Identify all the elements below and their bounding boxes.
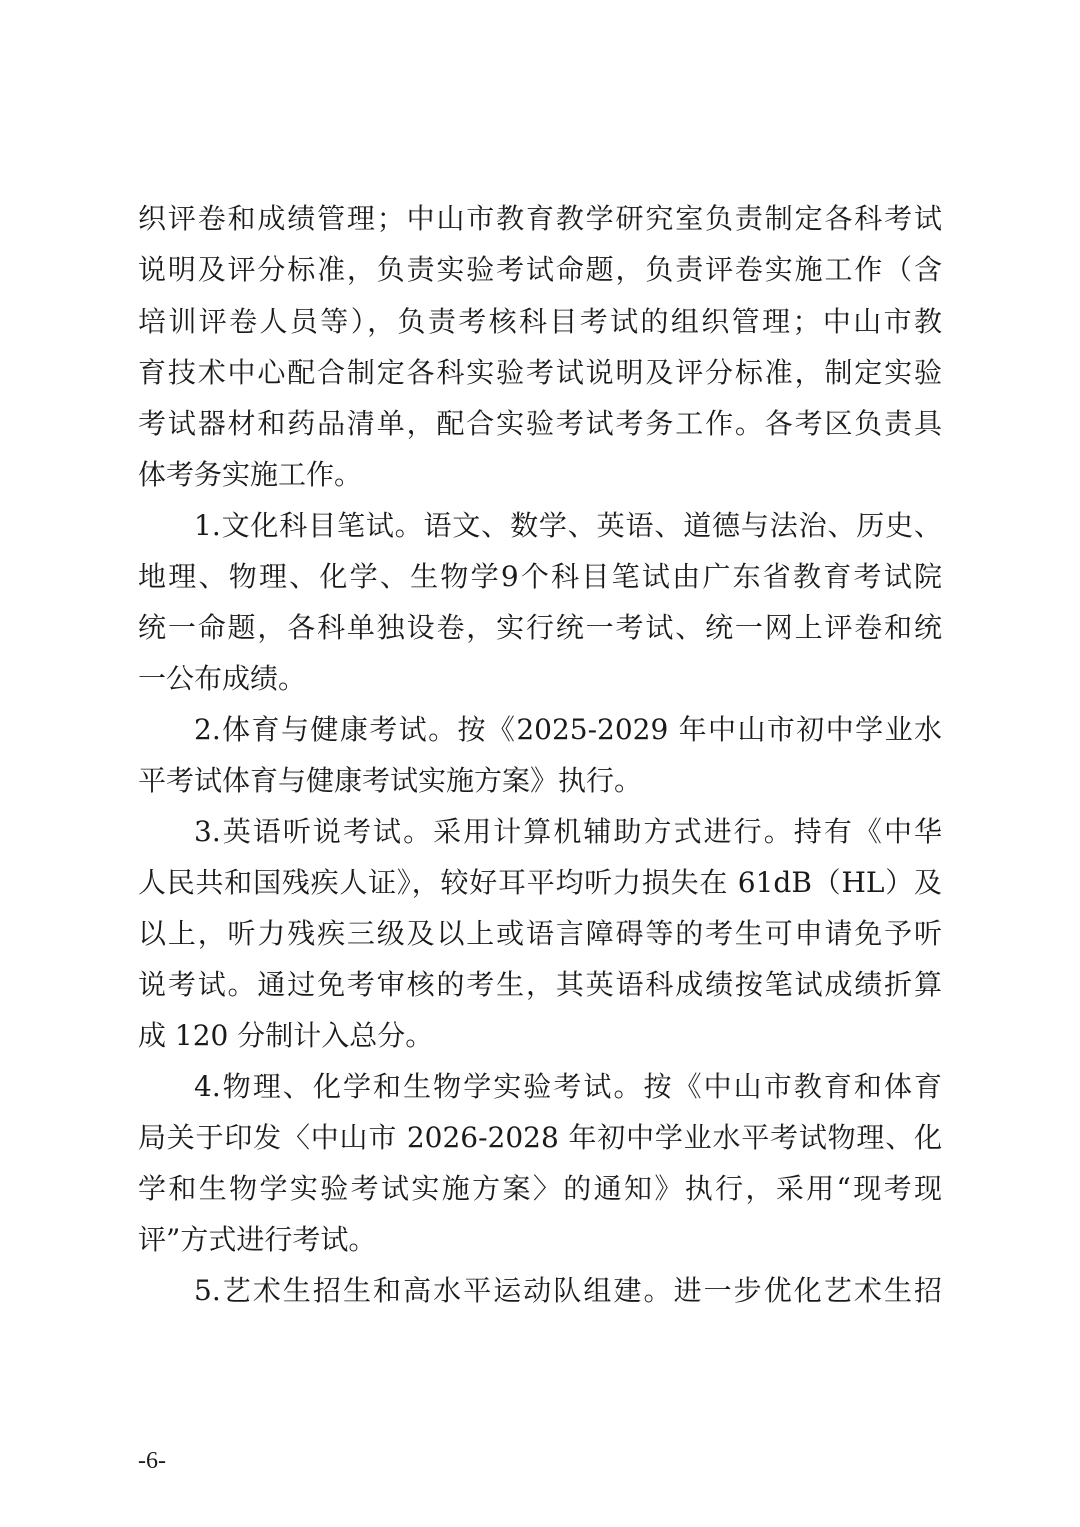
paragraph-4-first-line: 4.物理、化学和生物学实验考试。按《中山市教育和体育	[194, 1070, 942, 1103]
text-line: 平考试体育与健康考试实施方案》执行。	[138, 764, 643, 797]
text-line: 成 120 分制计入总分。	[138, 1019, 434, 1052]
text-line: 育技术中心配合制定各科实验考试说明及评分标准，制定实验	[138, 356, 942, 389]
paragraph-1-first-line: 1.文化科目笔试。语文、数学、英语、道德与法治、历史、	[194, 509, 942, 542]
text-line: 一公布成绩。	[138, 662, 307, 695]
page-number: -6-	[138, 1448, 166, 1474]
text-line: 学和生物学实验考试实施方案〉的通知》执行，采用“现考现	[138, 1172, 942, 1205]
paragraph-5-first-line: 5.艺术生招生和高水平运动队组建。进一步优化艺术生招	[194, 1274, 942, 1307]
text-line: 局关于印发〈中山市 2026-2028 年初中学业水平考试物理、化	[138, 1121, 942, 1154]
text-line: 以上，听力残疾三级及以上或语言障碍等的考生可申请免予听	[138, 917, 942, 950]
text-line: 统一命题，各科单独设卷，实行统一考试、统一网上评卷和统	[138, 611, 942, 644]
text-line: 评”方式进行考试。	[138, 1223, 377, 1256]
text-line: 人民共和国残疾人证》，较好耳平均听力损失在 61dB（HL）及	[138, 866, 942, 899]
text-line: 考试器材和药品清单，配合实验考试考务工作。各考区负责具	[138, 407, 942, 440]
text-line: 说明及评分标准，负责实验考试命题，负责评卷实施工作（含	[138, 253, 942, 286]
text-line: 地理、物理、化学、生物学9个科目笔试由广东省教育考试院	[138, 560, 942, 593]
text-line: 培训评卷人员等），负责考核科目考试的组织管理；中山市教	[138, 305, 942, 338]
text-line: 说考试。通过免考审核的考生，其英语科成绩按笔试成绩折算	[138, 968, 942, 1001]
text-line: 织评卷和成绩管理；中山市教育教学研究室负责制定各科考试	[138, 202, 942, 235]
paragraph-2-first-line: 2.体育与健康考试。按《2025-2029 年中山市初中学业水	[194, 713, 942, 746]
paragraph-3-first-line: 3.英语听说考试。采用计算机辅助方式进行。持有《中华	[194, 815, 942, 848]
text-line: 体考务实施工作。	[138, 458, 363, 491]
